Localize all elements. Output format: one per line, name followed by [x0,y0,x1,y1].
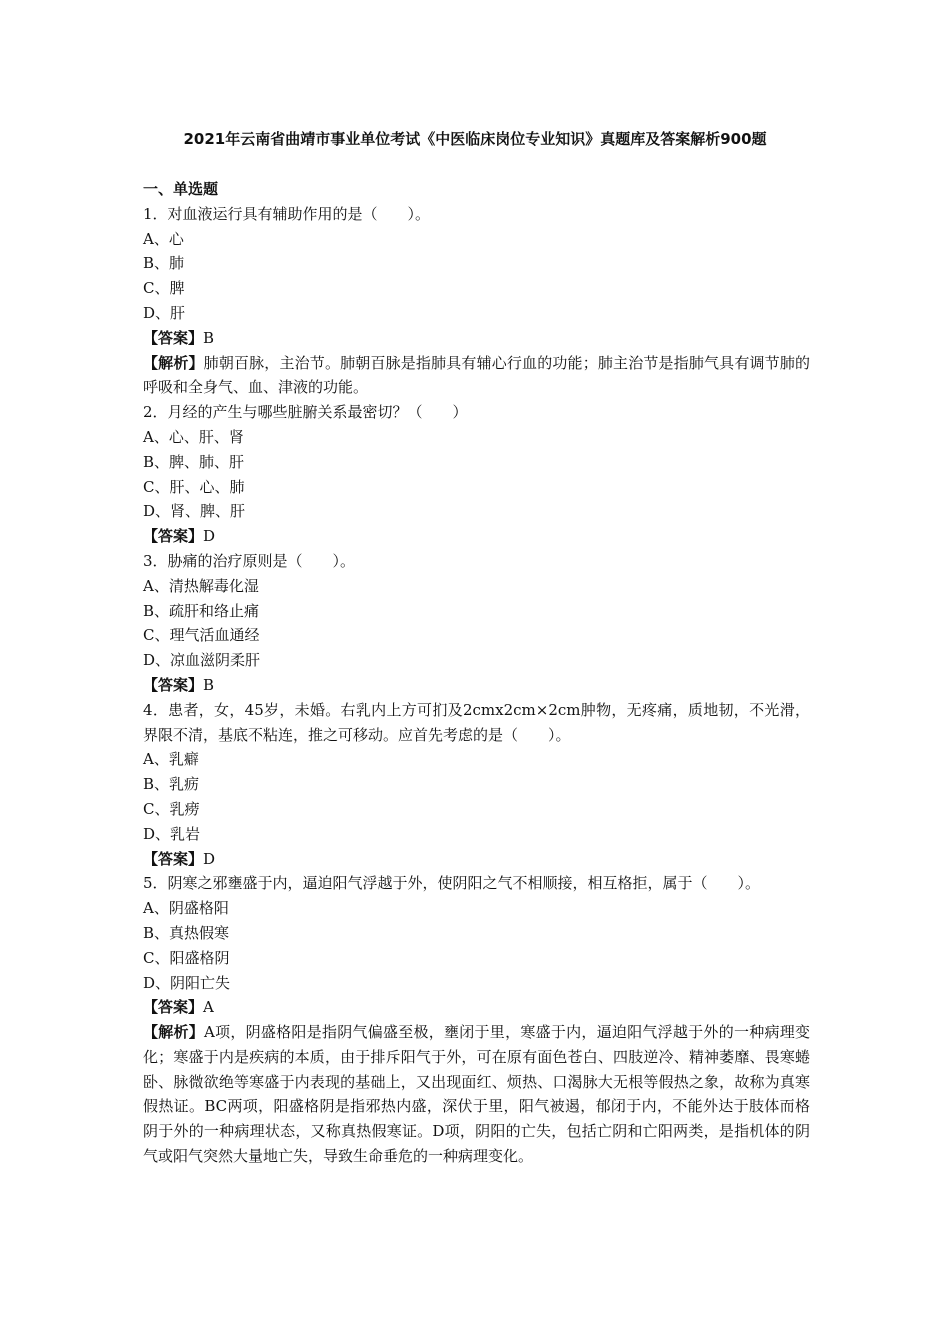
option-d: D、肝 [143,303,186,322]
option-d: D、凉血滋阴柔肝 [143,651,261,670]
option-d: D、肾、脾、肝 [143,502,246,521]
question-1 [143,202,810,400]
analysis-paragraph [143,351,810,401]
option-c: C、理气活血通经 [143,626,260,645]
answer-label: 【答案】 [143,998,204,1017]
option-c: C、肝、心、肺 [143,477,245,496]
answer-label: 【答案】 [143,675,204,694]
analysis-text: 肺朝百脉，主治节。肺朝百脉是指肺具有辅心行血的功能；肺主治节是指肺气具有调节肺的呼吸和全身气、血、津液的功能。 [143,353,810,397]
question-2 [143,400,810,549]
option-b: B、脾、肺、肝 [143,452,245,471]
option-a: A、心、肝、肾 [143,427,244,446]
question-4 [143,698,810,872]
option-b: B、乳疬 [143,775,200,794]
question-stem: 5．阴寒之邪壅盛于内，逼迫阳气浮越于外，使阴阳之气不相顺接，相互格拒，属于（ ）。 [143,874,761,893]
option-d: D、乳岩 [143,824,201,843]
analysis-label: 【解析】 [143,353,204,372]
option-a: A、乳癖 [143,750,199,769]
option-c: C、阳盛格阴 [143,948,230,967]
answer-value: A [203,998,214,1017]
question-stem: 2．月经的产生与哪些脏腑关系最密切？（ ） [143,403,468,422]
question-stem: 1．对血液运行具有辅助作用的是（ ）。 [143,204,431,223]
answer-line [143,524,810,549]
option-b: B、真热假寒 [143,923,230,942]
answer-line [143,326,810,351]
answer-value: D [203,527,216,546]
question-3 [143,549,810,698]
option-b: B、肺 [143,254,185,273]
question-stem: 4．患者，女，45岁，未婚。右乳内上方可扪及2cmx2cm×2cm肿物，无疼痛，质地韧，不光滑，界限不清，基底不粘连，推之可移动。应首先考虑的是（ ）。 [143,700,810,744]
answer-line [143,995,810,1020]
answer-value: B [203,328,215,347]
answer-label: 【答案】 [143,527,204,546]
option-a: A、清热解毒化湿 [143,576,259,595]
option-a: A、阴盛格阳 [143,899,229,918]
answer-value: D [203,849,216,868]
option-c: C、乳痨 [143,799,200,818]
analysis-text: A项，阴盛格阳是指阴气偏盛至极，壅闭于里，寒盛于内，逼迫阳气浮越于外的一种病理变化；寒盛于内是疾病的本质，由于排斥阳气于外，可在原有面色苍白、四肢逆冷、精神萎靡、畏寒蜷卧、脉微欲绝等寒盛于内表现的基础上，又出现面红、烦热、口渴脉大无根等假热之象，故称为真寒假热证。BC两项，阳盛格阴是指邪热内盛，深伏于里，阳气被遏，郁闭于内，不能外达于肢体而格阴于外的一种病理状态，又称真热假寒证。D项，阴阳的亡失，包括亡阴和亡阳两类，是指机体的阴气或阳气突然大量地亡失，导致生命垂危的一种病理变化。 [143,1023,810,1166]
option-c: C、脾 [143,279,185,298]
analysis-label: 【解析】 [143,1023,205,1042]
answer-line [143,673,810,698]
document-body [143,177,810,1169]
answer-line [143,847,810,872]
option-a: A、心 [143,229,184,248]
section-heading: 一、单选题 [143,180,219,198]
document-title: 2021年云南省曲靖市事业单位考试《中医临床岗位专业知识》真题库及答案解析900题 [183,130,767,148]
question-stem: 3．胁痛的治疗原则是（ ）。 [143,551,356,570]
option-d: D、阴阳亡失 [143,973,231,992]
question-5 [143,871,810,1169]
answer-label: 【答案】 [143,849,204,868]
option-b: B、疏肝和络止痛 [143,601,260,620]
answer-value: B [203,675,215,694]
answer-label: 【答案】 [143,328,204,347]
analysis-paragraph [143,1020,810,1169]
